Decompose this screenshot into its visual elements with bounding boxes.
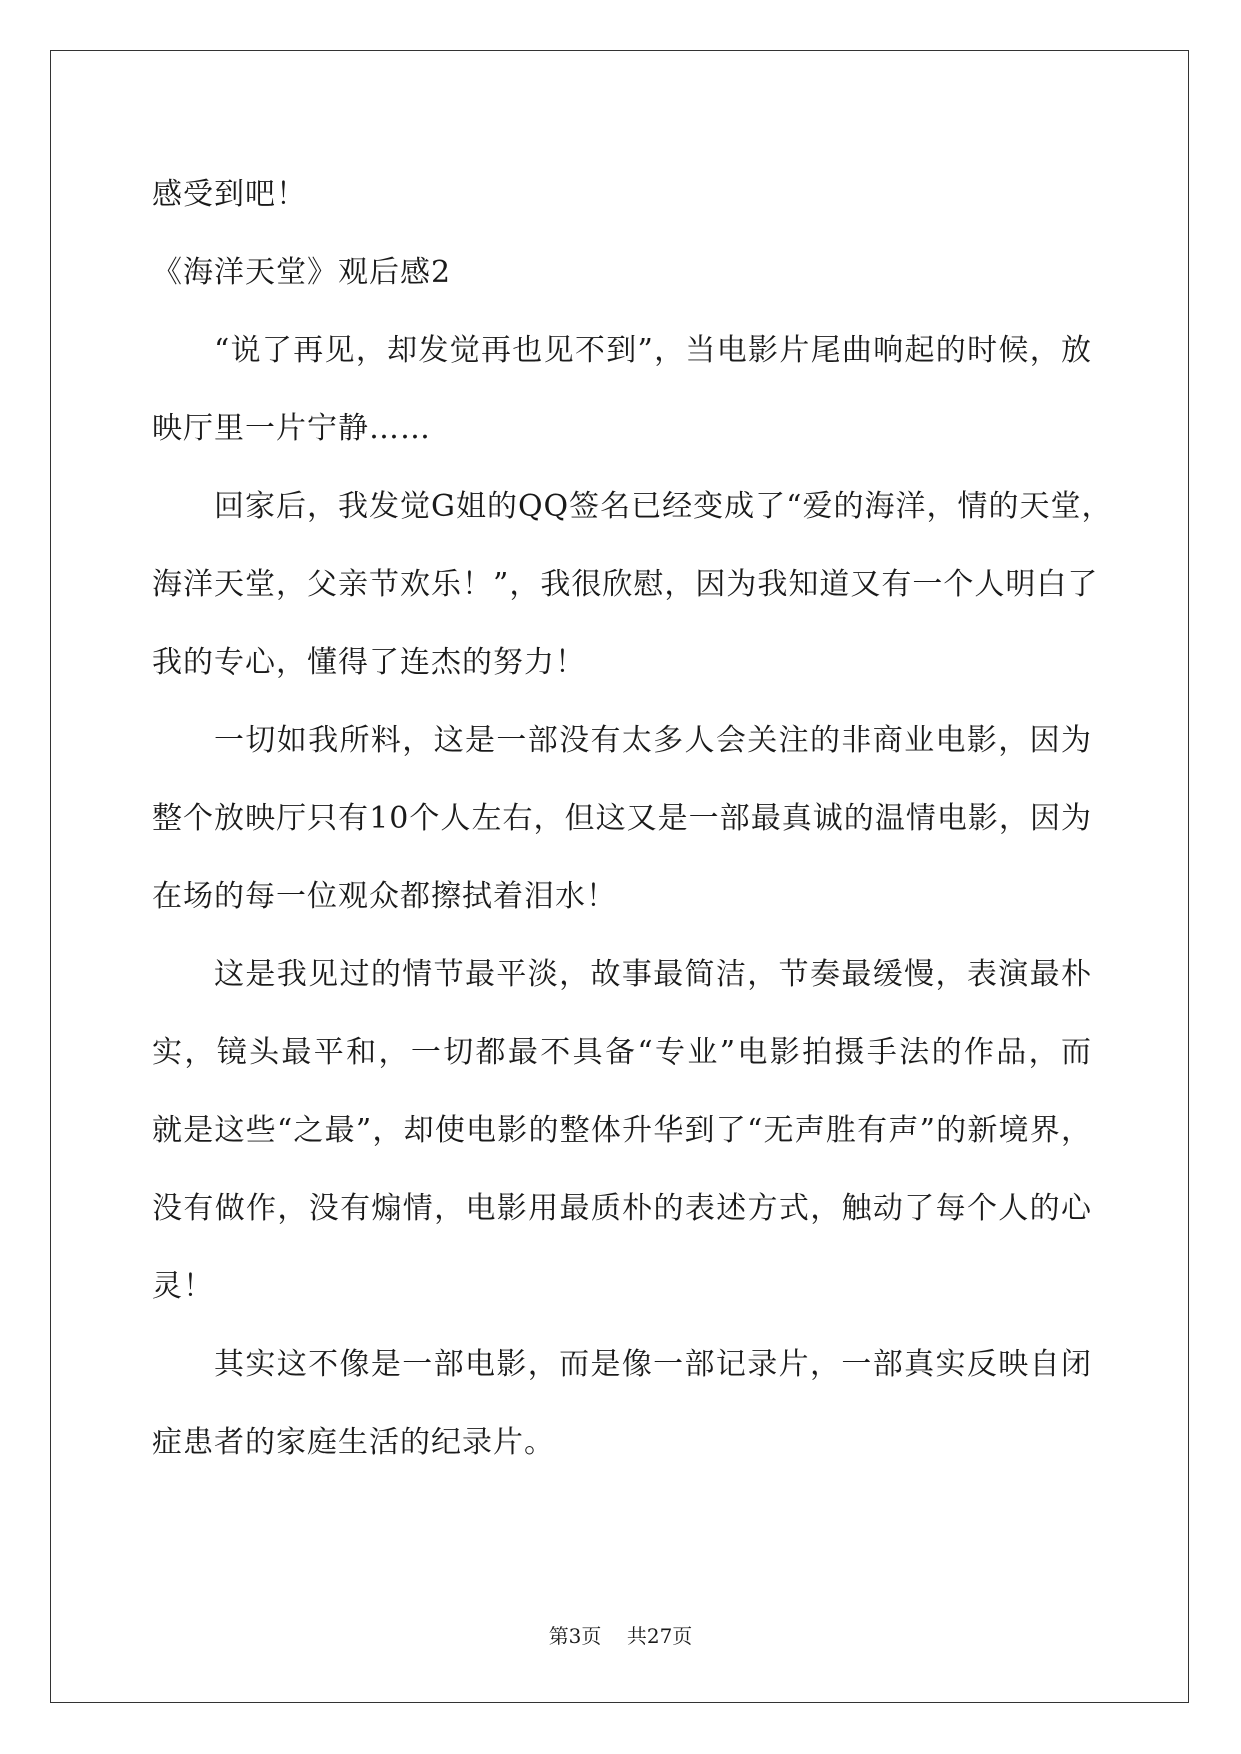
page-number-footer: 第3页 共27页 <box>548 1624 693 1648</box>
text-line: 症患者的家庭生活的纪录片。 <box>152 1425 555 1460</box>
text-line: 就是这些“之最”，却使电影的整体升华到了“无声胜有声”的新境界， <box>152 1113 1092 1148</box>
text-line: 灵！ <box>152 1269 214 1304</box>
text-line: 感受到吧！ <box>152 177 307 212</box>
text-line: 实，镜头最平和，一切都最不具备“专业”电影拍摄手法的作品，而 <box>152 1035 1092 1070</box>
text-line: 海洋天堂，父亲节欢乐！”，我很欣慰，因为我知道又有一个人明白了 <box>152 567 1099 602</box>
text-line: 一切如我所料，这是一部没有太多人会关注的非商业电影，因为 <box>214 723 1092 758</box>
text-line: 这是我见过的情节最平淡，故事最简洁，节奏最缓慢，表演最朴 <box>214 957 1092 992</box>
section-heading: 《海洋天堂》观后感2 <box>152 255 452 290</box>
text-line: 其实这不像是一部电影，而是像一部记录片，一部真实反映自闭 <box>214 1347 1092 1382</box>
text-line: 映厅里一片宁静…… <box>152 411 431 446</box>
text-line: 回家后，我发觉G姐的QQ签名已经变成了“爱的海洋，情的天堂， <box>214 489 1113 524</box>
document-body <box>152 156 1113 1482</box>
text-line: 没有做作，没有煽情，电影用最质朴的表述方式，触动了每个人的心 <box>152 1191 1092 1226</box>
text-line: 我的专心，懂得了连杰的努力！ <box>152 645 586 680</box>
text-line: 在场的每一位观众都擦拭着泪水！ <box>152 879 617 914</box>
text-line: 整个放映厅只有10个人左右，但这又是一部最真诚的温情电影，因为 <box>152 801 1092 836</box>
text-line: “说了再见，却发觉再也见不到”，当电影片尾曲响起的时候，放 <box>214 333 1092 368</box>
